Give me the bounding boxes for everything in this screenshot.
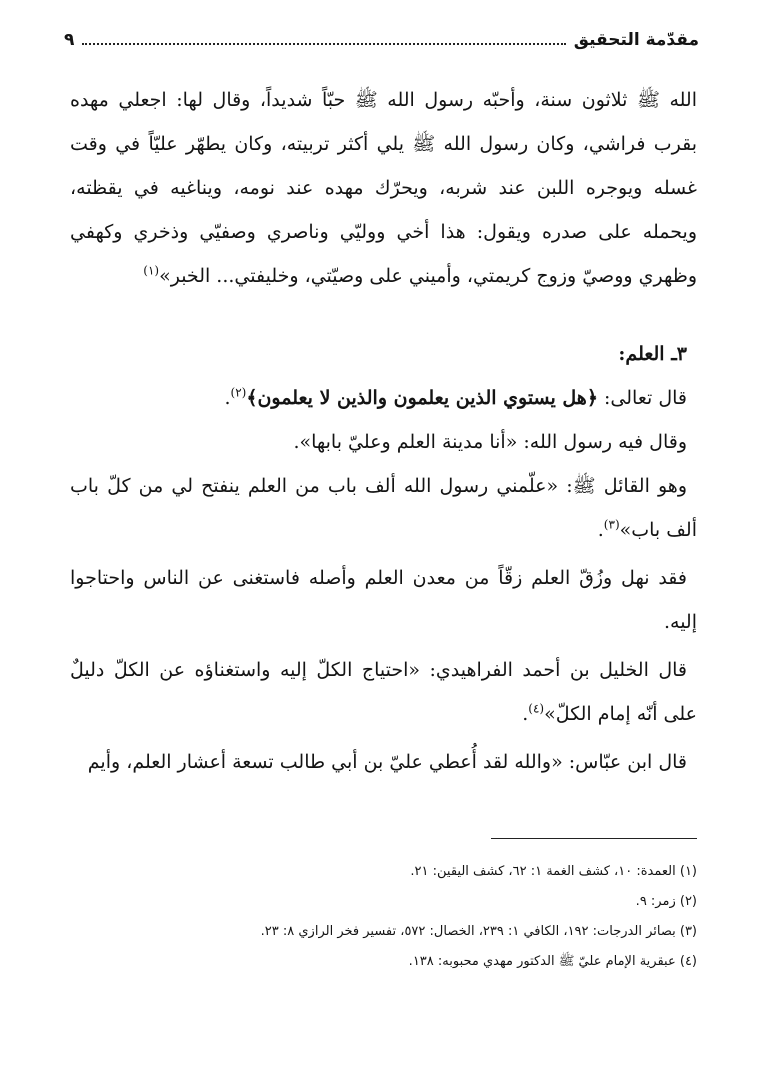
- footnote-ref: (١): [143, 263, 160, 278]
- main-text: [70, 78, 697, 784]
- footnote-separator: [491, 838, 697, 839]
- paragraph-text: الله ﷺ ثلاثون سنة، وأحبّه رسول الله ﷺ حبّاً شديداً، وقال لها: اجعلي مهده بقرب فراشي، وكان رسول الله ﷺ يلي أكثر تربيته، وكان يطهّر عليّاً في وقت غسله ويوجره اللبن عند شربه، ويحرّك مهده عند نومه، ويناغيه في يقظته، ويحمله على صدره ويقول: هذا أخي ووليّي وناصري وصفيّي وذخري وكهفي وظهري ووصيّ وزوج كريمتي، وأميني على وصيّتي، وخليفتي... الخبر»: [70, 89, 697, 287]
- header-title: مقدّمة التحقيق: [573, 30, 699, 50]
- footnote-item: (٣) بصائر الدرجات: ١٩٢، الكافي ١: ٢٣٩، الخصال: ٥٧٢، تفسير فخر الرازي ٨: ٢٣.: [260, 924, 697, 939]
- paragraph-text: وهو القائل ﷺ: «علّمني رسول الله ألف باب من العلم ينفتح لي من كلّ باب ألف باب»: [70, 475, 697, 541]
- section-heading: ٣ـ العلم:: [618, 343, 687, 365]
- footnote-item: (٤) عبقرية الإمام عليّ ﷺ الدكتور مهدي محبوبه: ١٣٨.: [408, 954, 697, 969]
- footnotes: [70, 857, 697, 977]
- paragraph-saying: [70, 464, 697, 552]
- paragraph-hadith: وقال فيه رسول الله: «أنا مدينة العلم وعليّ بابها».: [293, 431, 687, 453]
- paragraph-ibn-abbas: قال ابن عبّاس: «والله لقد أُعطي عليّ بن أبي طالب تسعة أعشار العلم، وأيم: [87, 751, 687, 773]
- running-header: [64, 30, 699, 56]
- paragraph-khalil-quote: [70, 648, 697, 736]
- paragraph-continuation: [70, 78, 697, 298]
- footnote-ref: (٣): [603, 517, 620, 532]
- punctuation: .: [522, 703, 529, 725]
- footnote-item: (٢) زمر: ٩.: [635, 894, 697, 909]
- footnote-item: (١) العمدة: ١٠، كشف الغمة ١: ٦٢، كشف اليقين: ٢١.: [410, 864, 697, 879]
- paragraph-quran-verse: [70, 376, 697, 420]
- punctuation: .: [224, 387, 231, 409]
- page-number: ٩: [64, 30, 75, 50]
- paragraph-text: قال تعالى:: [597, 387, 687, 409]
- quran-quote: ﴿هل يستوي الذين يعلمون والذين لا يعلمون﴾: [246, 387, 598, 409]
- footnote-ref: (٤): [528, 701, 545, 716]
- punctuation: .: [597, 519, 604, 541]
- paragraph-text-block: فقد نهل وزُقّ العلم زقّاً من معدن العلم وأصله فاستغنى عن الناس واحتاجوا إليه.: [70, 567, 697, 633]
- footnote-ref: (٢): [230, 385, 247, 400]
- paragraph-text: قال الخليل بن أحمد الفراهيدي: «احتياج الكلّ إليه واستغناؤه عن الكلّ دليلٌ على أنّه إمام الكلّ»: [70, 659, 697, 725]
- header-dot-leader: [82, 42, 565, 45]
